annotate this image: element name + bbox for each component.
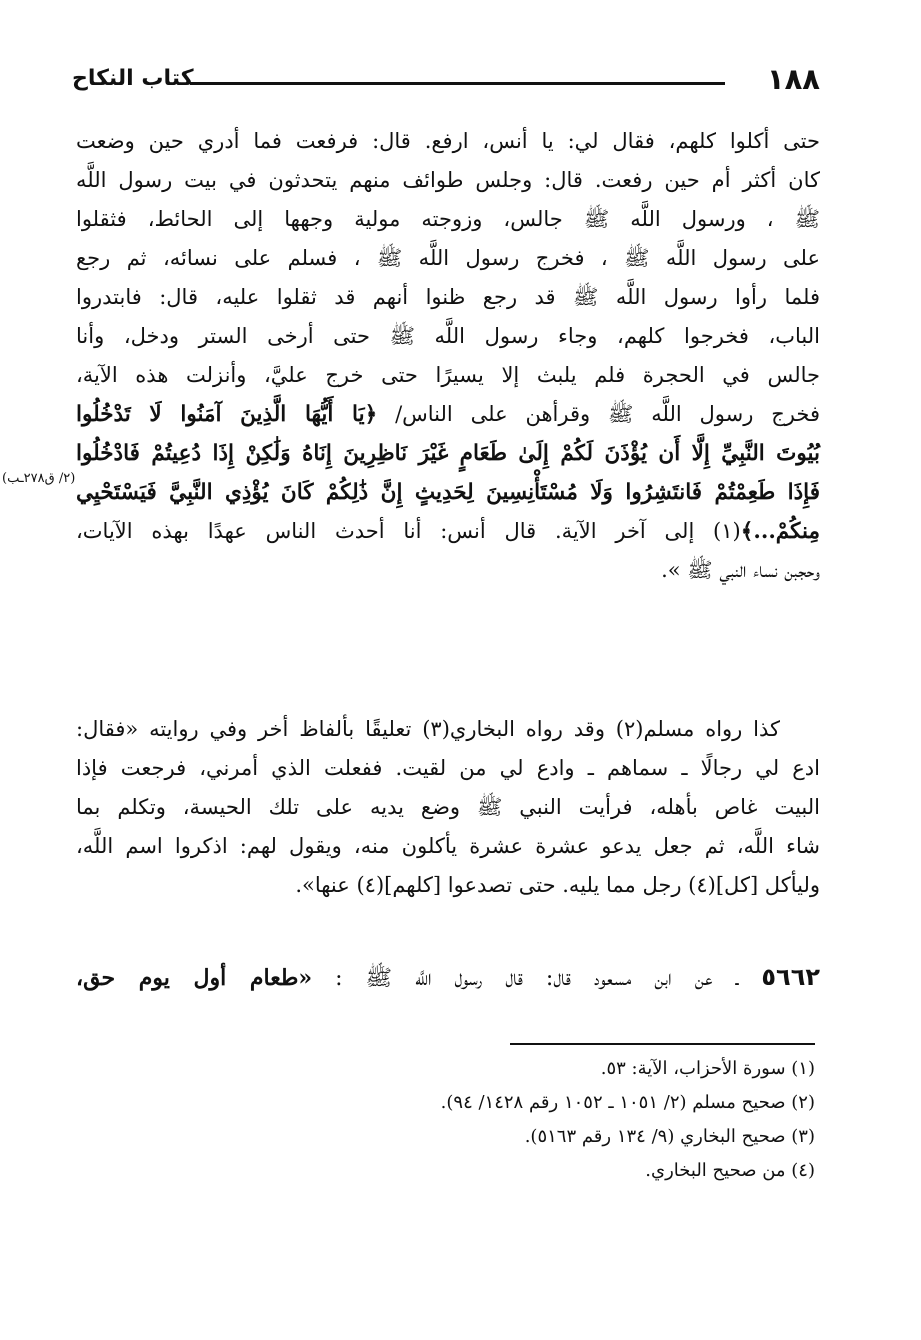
text-line: شاء اللَّه، ثم جعل يدعو عشرة عشرة يأكلون منه، ويقول لهم: اذكروا اسم اللَّه، (76, 834, 820, 858)
text-line: ﷺ ، ورسول اللَّه ﷺ جالس، وزوجته مولية وجهها إلى الحائط، فثقلوا (76, 207, 820, 231)
hadith-heading-line (76, 955, 820, 999)
page-number: ١٨٨ (766, 62, 820, 96)
hadith-chain-text: ـ عن ابن مسعود قال: قال رسول اللَّه ﷺ : (335, 966, 739, 991)
text-line: فلما رأوا رسول اللَّه ﷺ قد رجع ظنوا أنهم قد ثقلوا عليه، قال: فابتدروا (76, 285, 820, 309)
text-line: حتى أكلوا كلهم، فقال لي: يا أنس، ارفع. قال: فرفعت فما أدري حين وضعت (76, 129, 820, 153)
footnote: (٣) صحيح البخاري (٩/ ١٣٤ رقم ٥١٦٣). (524, 1126, 815, 1147)
text-line: الباب، فخرجوا كلهم، وجاء رسول اللَّه ﷺ حتى أرخى الستر ودخل، وأنا (76, 324, 820, 348)
narration-text: (١) إلى آخر الآية. قال أنس: أنا أحدث الناس عهدًا بهذه الآيات، (76, 519, 741, 543)
text-line: كان أكثر أم حين رفعت. قال: وجلس طوائف منهم يتحدثون في بيت رسول اللَّه (76, 168, 820, 192)
quran-verse-line: بُيُوتَ النَّبِيِّ إِلَّا أَن يُؤْذَنَ لَكُمْ إِلَىٰ طَعَامٍ غَيْرَ نَاظِرِينَ إِنَاهُ وَلَٰكِنْ إِذَا دُعِيتُمْ فَادْخُلُوا (76, 441, 820, 466)
header-rule (190, 82, 725, 85)
text-line (76, 512, 820, 551)
text-line: وليأكل [كل](٤) رجل مما يليه. حتى تصدعوا [كلهم](٤) عنها». (295, 873, 820, 897)
text-line: على رسول اللَّه ﷺ ، فخرج رسول اللَّه ﷺ ، فسلم على نسائه، ثم رجع (76, 246, 820, 270)
text-line: جالس في الحجرة فلم يلبث إلا يسيرًا حتى خرج عليَّ، وأنزلت هذه الآية، (76, 363, 820, 387)
hadith-number: ٥٦٦٢ (761, 963, 820, 991)
chapter-title: كتاب النكاح (72, 66, 194, 91)
hadith-body-paragraph (76, 122, 820, 590)
commentary-paragraph (76, 710, 820, 905)
narration-text: فخرج رسول اللَّه ﷺ وقرأهن على الناس/ (395, 402, 820, 426)
footnote: (٢) صحيح مسلم (٢/ ١٠٥١ ـ ١٠٥٢ رقم ١٤٢٨/ ٩٤). (440, 1092, 815, 1113)
quran-verse: ﴿يَا أَيُّهَا الَّذِينَ آمَنُوا لَا تَدْخُلُوا (76, 402, 378, 427)
footnotes (255, 1052, 815, 1188)
manuscript-margin-note: (٢/ ق٢٧٨ـب) (2, 471, 76, 486)
hadith-matn-text: «طعام أول يوم حق، (76, 965, 313, 991)
text-line: البيت غاص بأهله، فرأيت النبي ﷺ وضع يديه على تلك الحيسة، وتكلم بما (76, 795, 820, 819)
footnote: (٤) من صحيح البخاري. (645, 1160, 815, 1181)
footnote-separator (510, 1043, 815, 1045)
page-header (72, 58, 820, 108)
quran-verse: مِنكُمْ...﴾ (740, 519, 820, 544)
text-line: وحجبن نساء النبي ﷺ ». (661, 558, 820, 582)
footnote: (١) سورة الأحزاب، الآية: ٥٣. (600, 1058, 815, 1079)
text-line: كذا رواه مسلم(٢) وقد رواه البخاري(٣) تعليقًا بألفاظ أخر وفي روايته «فقال: (76, 717, 780, 741)
text-line: ادع لي رجالًا ـ سماهم ـ وادع لي من لقيت. ففعلت الذي أمرني، فرجعت فإذا (76, 756, 820, 780)
quran-verse-line: فَإِذَا طَعِمْتُمْ فَانتَشِرُوا وَلَا مُسْتَأْنِسِينَ لِحَدِيثٍ إِنَّ ذَٰلِكُمْ كَانَ يُؤْذِي النَّبِيَّ فَيَسْتَحْيِي (76, 480, 820, 505)
text-line (76, 395, 820, 434)
